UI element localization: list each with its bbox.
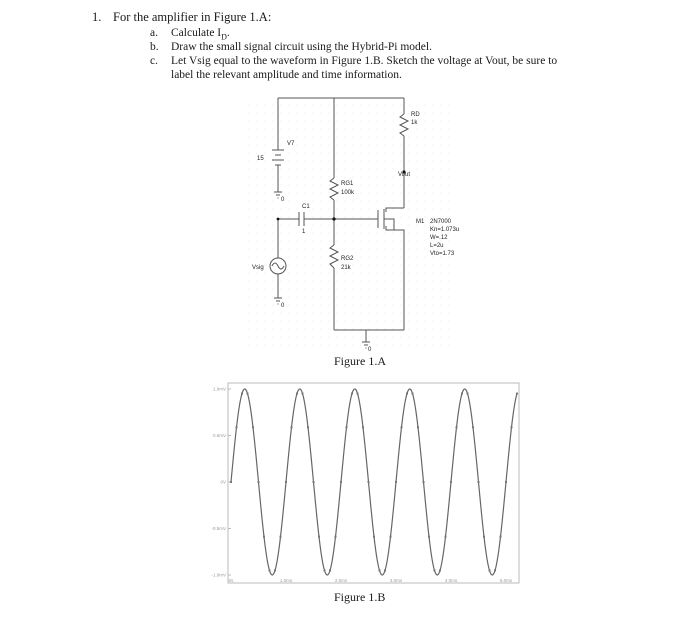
waveform-point <box>478 481 480 483</box>
mosfet-part: 2N7000 <box>430 219 452 225</box>
waveform-point <box>461 393 463 395</box>
waveform-point <box>489 569 491 571</box>
vsig-label: Vsig <box>252 265 264 271</box>
waveform-point <box>318 536 320 538</box>
ground-label: 0 <box>368 347 372 353</box>
x-tick-label: 2.0ms <box>334 578 348 583</box>
waveform-point <box>516 393 518 395</box>
waveform-point <box>423 481 425 483</box>
sub-question-c-continued: label the relevant amplitude and time information. <box>171 69 402 81</box>
subscript-d: D <box>221 32 227 42</box>
waveform-point <box>450 481 452 483</box>
rg1-label: RG1 <box>341 181 354 187</box>
waveform-point <box>236 426 238 428</box>
waveform-point <box>346 426 348 428</box>
waveform-point <box>379 569 381 571</box>
waveform-point <box>351 393 353 395</box>
waveform-point <box>368 481 370 483</box>
waveform-point <box>434 569 436 571</box>
waveform-point <box>324 569 326 571</box>
mosfet-kn: Kn=1.073u <box>430 227 460 233</box>
mosfet-vto: Vto=1.73 <box>430 251 455 257</box>
ground-label: 0 <box>281 303 285 309</box>
waveform-point <box>406 393 408 395</box>
waveform-point <box>230 481 232 483</box>
question-title: For the amplifier in Figure 1.A: <box>113 10 272 24</box>
waveform-point <box>483 536 485 538</box>
waveform-point <box>445 536 447 538</box>
waveform-point <box>307 426 309 428</box>
waveform-point <box>335 536 337 538</box>
waveform-point <box>247 393 249 395</box>
waveform-point <box>511 426 513 428</box>
sub-text: Let Vsig equal to the waveform in Figure 1.B. Sketch the voltage at Vout, be sure to <box>171 55 558 67</box>
waveform-point <box>472 426 474 428</box>
waveform-point <box>252 426 254 428</box>
ground-label: 0 <box>281 197 285 203</box>
rg2-value: 21k <box>341 265 351 271</box>
waveform-point <box>395 481 397 483</box>
vout-label: Vout <box>398 172 411 178</box>
waveform-point <box>362 426 364 428</box>
y-tick-label: 1.0mV <box>212 386 226 392</box>
waveform-point <box>274 569 276 571</box>
v7-value: 15 <box>257 156 264 162</box>
waveform-point <box>296 393 298 395</box>
figure-1a-caption: Figure 1.A <box>334 354 386 368</box>
x-tick-label: 3.0ms <box>389 578 403 583</box>
waveform-point <box>428 536 430 538</box>
waveform-point <box>373 536 375 538</box>
mosfet-w: W=.12 <box>430 235 448 241</box>
c1-value: 1 <box>302 229 306 235</box>
waveform-point <box>291 426 293 428</box>
y-tick-label: -1.0mV <box>211 572 226 578</box>
waveform-point <box>384 569 386 571</box>
waveform-point <box>500 536 502 538</box>
rg1-value: 100k <box>341 190 355 196</box>
waveform-point <box>439 569 441 571</box>
rd-label: RD <box>411 112 420 118</box>
question-number: 1. <box>92 10 102 24</box>
x-tick-label: 5.0ms <box>499 578 513 583</box>
x-tick-label: 1.0ms <box>279 578 293 583</box>
waveform-point <box>258 481 260 483</box>
waveform-point <box>340 481 342 483</box>
x-tick-label: 0s <box>228 578 234 583</box>
waveform-point <box>401 426 403 428</box>
sub-label: a. <box>150 27 158 39</box>
waveform-point <box>280 536 282 538</box>
waveform-point <box>494 569 496 571</box>
y-tick-label: 0V <box>220 479 226 485</box>
waveform-point <box>285 481 287 483</box>
waveform-point <box>269 569 271 571</box>
waveform-point <box>263 536 265 538</box>
sub-text: Calculate I <box>171 27 222 39</box>
mosfet-l: L=2u <box>430 243 444 249</box>
waveform-point <box>302 393 304 395</box>
sub-suffix: . <box>226 27 230 39</box>
c1-label: C1 <box>302 204 310 210</box>
figure-1b-caption: Figure 1.B <box>334 590 386 604</box>
v7-label: V7 <box>287 141 295 147</box>
rg2-label: RG2 <box>341 256 354 262</box>
x-tick-label: 4.0ms <box>444 578 458 583</box>
plot-frame <box>228 383 519 583</box>
rd-value: 1k <box>411 120 418 126</box>
waveform-point <box>467 393 469 395</box>
waveform-point <box>313 481 315 483</box>
waveform-point <box>357 393 359 395</box>
waveform-point <box>329 569 331 571</box>
sub-text: Draw the small signal circuit using the Hybrid-Pi model. <box>171 41 432 53</box>
waveform-point <box>417 426 419 428</box>
sub-label: b. <box>150 41 159 53</box>
waveform-point <box>241 393 243 395</box>
waveform-point <box>412 393 414 395</box>
y-tick-label: 0.5mV <box>212 433 226 438</box>
sub-label: c. <box>150 55 158 67</box>
waveform-point <box>390 536 392 538</box>
mosfet-name: M1 <box>416 219 425 225</box>
waveform-point <box>505 481 507 483</box>
y-tick-label: -0.5mV <box>211 526 226 531</box>
waveform-point <box>456 426 458 428</box>
